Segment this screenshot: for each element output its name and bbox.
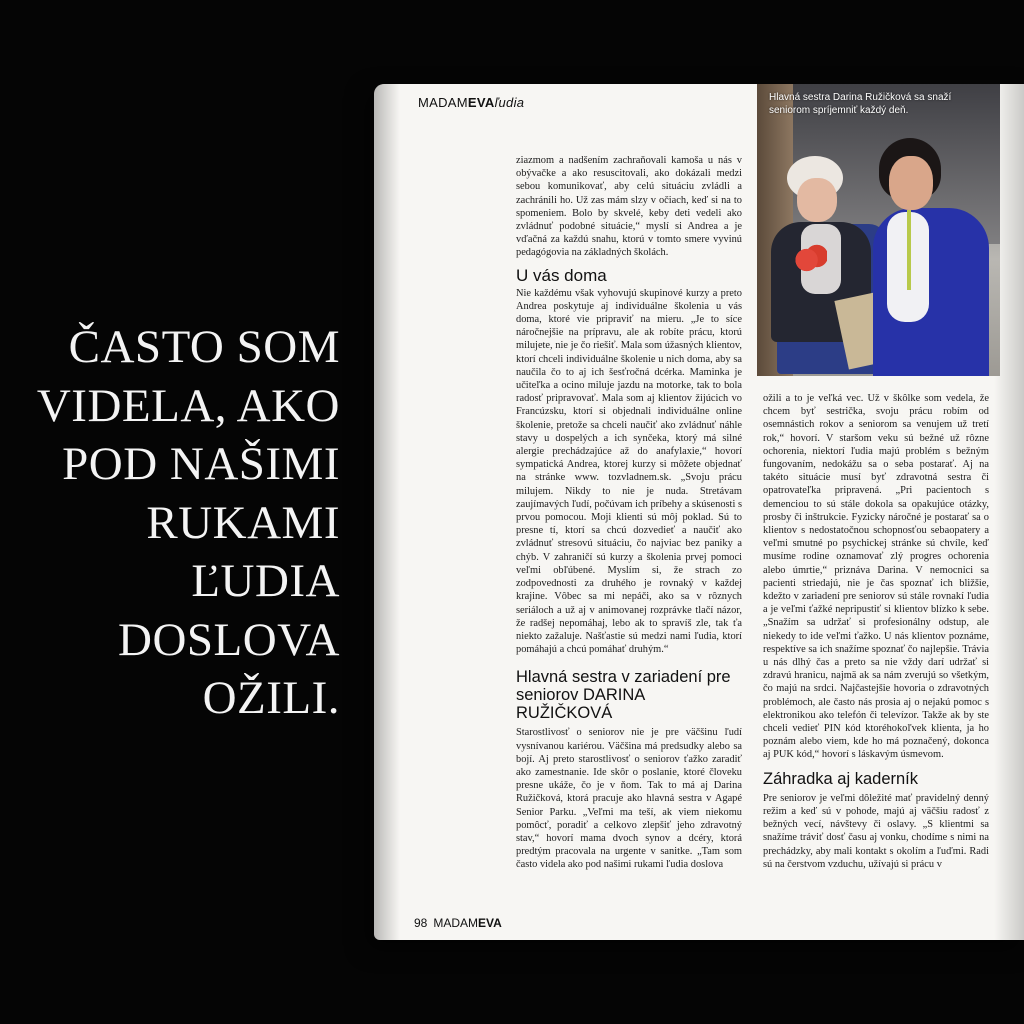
magazine-header [418,95,524,110]
article-column-left [516,154,742,872]
article-paragraph: Nie každému však vyhovujú skupinové kurzy a preto Andrea poskytuje aj individuálne školenia u vás doma, ktoré vie pripraviť na mieru. „Je to síce náročnejšie na prípravu, ale ak robíte prácu, ktorú milujete, nie je čo riešiť. Mala som úžasných klientov, ktorí chceli individuálne školenie u nich doma, aby sa naučila čo to aj ich šesťročná dcérka. Maminka je učiteľka a ocino miluje jazdu na motorke, tak to bola radosť pripravovať. Mala som aj klientov žijúcich vo Francúzsku, ktorí si objednali individuálne online školenie, pretože sa chceli naučiť ako zvládnuť náhle stavy u dospelých a ich synčeka, ktorý má silné alergie prechádzajúce až do anafylaxie,“ hovorí sympatická Andrea, ktorej kurzy si môžete objednať na stránke www. tozvladnem.sk. „Svoju prácu milujem. Nikdy to nie je nuda. Stretávam zaujímavých ľudí, počúvam ich príbehy a skúsenosti s prvou pomocou. Moji klienti sú môj poklad. Sú to presne tí, ktorí sa chcú dozvedieť a naučiť ako zvládnuť stresovú situáciu, čo najviac bez paniky a chýb. V zahraničí sú kurzy a školenia prvej pomoci veľmi obľúbené. Myslím si, že strach zo zodpovednosti za druhého je rovnaký v každej krajine. Vôbec sa mi nepáči, ako sa v rôznych seriáloch a už aj v animovanej rozprávke tlačí názor, že radšej nepomáhaj, lebo ak to spravíš zle, tak ťa niekto zažaluje. Našťastie sú medzi nami ľudia, ktorí pomáhajú a chcú pomáhať druhým.“ [516,287,742,656]
brand-name-b: EVA [467,95,495,110]
footer-brand-a: MADAM [433,916,479,930]
quote-line: VIDELA, AKO [36,379,340,432]
section-heading: Hlavná sestra v zariadení pre seniorov DARINA RUŽIČKOVÁ [516,668,731,723]
article-paragraph: Starostlivosť o seniorov nie je pre väčšinu ľudí vysnívanou kariérou. Väčšina má predsudky alebo sa bojí. Aj preto starostlivosť o seniorov ťažko zaradiť ako zamestnanie. Ide skôr o poslanie, ktoré človeku presne ukáže, čo je v ňom. Tak to má aj Darina Ružičková, ktorá pracuje ako hlavná sestra v Agapé Senior Parku. „Veľmi ma teší, ak viem niekomu pomôcť, poradiť a celkovo zlepšiť jeho zdravotný stav,“ hovorí mama dvoch synov a dcéry, ktorá predtým pracovala na urgente v sanitke. „Tam som často videla ako pod našimi rukami ľudia doslova [516,727,742,871]
pull-quote [20,318,340,728]
section-heading: Záhradka aj kaderník [763,769,919,788]
article-photo [757,84,1000,376]
quote-line: OŽILI. [202,672,340,724]
magazine-page [374,84,1024,940]
article-intro: ziazmom a nadšením zachraňovali kamoša u nás v obývačke a ako resuscitovali, ako dokázali medzi sebou komunikovať, aby celú situáciu zvládli a zachránili ho. Už zas mám slzy v očiach, keď si na to spomeniem. Bolo by skvelé, keby deti vedeli ako zvládnuť podobné situácie,“ myslí si Andrea a je vďačná za každú snahu, ktorú v tomto smere vyvinú pedagógovia na základných školách. [516,155,742,259]
quote-line: RUKAMI [146,496,340,549]
article-column-right [763,392,989,871]
article-paragraph: ožili a to je veľká vec. Už v škôlke som vedela, že chcem byť sestrička, svoju prácu robím od osemnástich rokov a seniorom sa venujem už tretí rok,“ hovorí. V staršom veku sú bežné už rôzne ochorenia, niektorí ľudia majú problém s bežným fungovaním, nedokážu sa o seba postarať. Aj na takéto situácie musí byť zdravotná sestra či opatrovateľka pripravená. „Pri pacientoch s demenciou to sú stále dokola sa opakujúce otázky, prosby či inštrukcie. Fyzicky náročné je postarať sa o klientov s nedostatočnou schopnosťou sebaopatery a veľmi smutné po psychickej stránke sú chvíle, keď musíme rodine oznamovať zlý progres ochorenia alebo úmrtie,“ priznáva Darina. V nemocnici sa pacienti striedajú, nie je čas spoznať ich bližšie, kdežto v zariadení pre seniorov sú stále rovnakí ľudia a je veľmi ťažké nepripustiť si klientov blízko k sebe. „Snažím sa udržať si profesionálny odstup, ale niekedy to ide veľmi ťažko. U nás klientov poznáme, respektíve sa ich snažíme spoznať čo najlepšie. Trávia u nás dlhý čas a preto sa nie vždy darí udržať si zdravú hranicu, najmä ak sa nám zverujú so všetkým, čo majú na srdci. Najčastejšie hovoria o zdravotných problémoch, ale často nás prosia aj o nejakú pomoc s elektronikou ako telefón či televízor. Takže ak by ste chceli vedieť PIN kód ktoréhokoľvek klienta, ja ho poznám alebo viem, kde ho má poznačený, dokonca aj PUK kód,“ hovorí s láskavým úsmevom. [763,393,989,761]
quote-line: POD NAŠIMI [62,438,340,490]
brand-name-a: MADAM [418,95,468,110]
page-number: 98 [414,916,428,930]
page-gutter-shadow [374,84,400,940]
page-footer [414,916,502,930]
section-name: ľudia [494,95,525,110]
article-paragraph: Pre seniorov je veľmi dôležité mať pravidelný denný režim a keď sú v pohode, majú aj väčšiu radosť z bežných vecí, návštevy či oslavy. „S klientmi sa snažíme tráviť dosť času aj vonku, chodíme s nimi na prechádzky, aby mali kontakt s okolím a ľuďmi. Radi sú na čerstvom vzduchu, užívajú si prácu v [763,792,989,870]
section-heading: U vás doma [516,265,607,285]
footer-brand-b: EVA [478,916,502,930]
tulip-bouquet [793,244,827,284]
quote-line: ČASTO SOM [68,321,340,373]
photo-caption: Hlavná sestra Darina Ružičková sa snaží seniorom spríjemniť každý deň. [769,92,952,116]
quote-line: ĽUDIA [191,555,340,607]
quote-line: DOSLOVA [118,613,340,666]
